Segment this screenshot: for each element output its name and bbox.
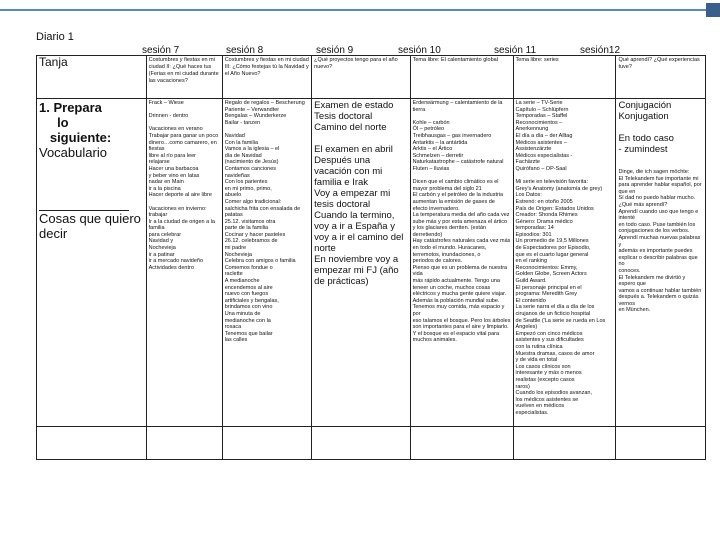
label-line: siguiente: (49, 130, 112, 145)
empty-cell (410, 427, 513, 460)
vocab-label: Vocabulario (39, 145, 107, 160)
header-cell: Qué aprendí? ¿Qué experiencias tuve? (616, 56, 706, 99)
label-line: lo (57, 115, 69, 130)
header-cell: ¿Qué proyectos tengo para el año nuevo? (312, 56, 410, 99)
empty-cell (37, 427, 147, 460)
top-decoration-bar (0, 0, 720, 20)
session-label: sesión12 (580, 45, 621, 56)
empty-cell (146, 427, 222, 460)
top-rule (0, 9, 712, 11)
session11-notes: La serie – TV-Serie Capítulo – Schlüpfern Temporadas – Staffel Reconocimientos – Anerkennung El día a día – der Alltag Médicos asistentes – Assistenzärzte Médicos especialistas - Fachärzte Quirófano – OP-Saal Mi serie en televisión favorita: Grey's Anatomy (anatomía de grey) Los Datos: Estrenó: en otoño 2005 País de Origen: Estados Unidos Creador: Shonda Rhimes Género: Drama médico temporadas: 14 Episodios: 301 Un promedio de 19,5 Millones de Espectadores por Episodio, que es el cuarto lugar general en el ranking Reconocimientos: Emmy, Golden Globe, Screen Actors Guild Award. El personaje principal en el programa: Meredith Grey El contenido La serie narra el día a día de los cirujanos de un ficticio hospital de Seattle ('La serie se rueda en Los Ángeles) Empezó con cinco médicos asistentes y sus dificultades con la rutina clínica Muestra dramas, casos de amor y de vida en total Los casos clínicos son interesante y más o menos realistas (excepto casos raros) Cuando los episodios avanzan, los médicos asistentes se vuelven en médicos especialistas. (513, 99, 616, 427)
session12-notes: Dinge, die ich sagen möchte: El Telekandem fue importante mi para aprender hablar español, por que en Sí dad no puedo hablar mucho. ¿Qué más aprendí? Aprendí cuando uso que tengo e intenté en todo caso. Puse también los conjugaciones de los verbos. Aprendí muchas nuevas palabras y además es importante puedes explicar o describir palabras que no conoces. El Telekandem me divirtió y espero que vamos a continuar hablar también después a. Telekandem o quizás vernos en München. (618, 169, 702, 314)
student-name: Tanja (37, 56, 147, 99)
header-cell: Tema libre: El calentamiento global (410, 56, 513, 99)
label-line: Prepara (53, 100, 102, 115)
row-label-cell (37, 99, 147, 427)
session9-notes: Examen de estado Tesis doctoral Camino del norte El examen en abril Después una vacación con mi familia e Irak Voy a empezar mi tesis doctoral Cuando la termino, voy a ir a España y voy a ir el camino del norte En noviembre voy a empezar mi FJ (año de prácticas) (312, 99, 410, 427)
empty-cell (513, 427, 616, 460)
session-label: sesión 7 (142, 45, 180, 56)
prepare-row (37, 99, 706, 427)
header-cell: Costumbres y fiestas en mi ciudad III: ¿Cómo festejas tú la Navidad y el Año Nuevo? (222, 56, 311, 99)
session-label: sesión 8 (226, 45, 264, 56)
session8-notes: Regalo de regalos – Bescherung Pariente – Verwandter Bengalas – Wunderkerze Bailar - tanzen Navidad Con la familia Vamos a la iglesia – el día de Navidad (nacimiento de Jesús) Contamos canciones navideñas Con los parientes en mi primo, primo, abuelo Comer algo tradicional: salchicha frita con ensalada de patatas 25.12. visitamos otra parte de la familia Cocinar y hacer pasteles 26.12. celebramos de mi padre Nochevieja Celebra con amigos o familia Comemos fondue o raclette A medianoche encendemos al aire nuevo con fuegos artificiales y bengalas, brindamos con vino Una minuta de medianoche con la rosaca Tenemos que bailar las calles (222, 99, 311, 427)
empty-cell (616, 427, 706, 460)
session-label: sesión 10 (398, 45, 441, 56)
session12-cell (616, 99, 706, 427)
things-to-say-label: Cosas que quiero decir (39, 211, 141, 241)
header-row (37, 56, 706, 99)
header-cell: Tema libre: series (513, 56, 616, 99)
session-label: sesión 9 (316, 45, 354, 56)
session12-vocab: Conjugación Konjugation En todo caso - zumindest (618, 100, 674, 155)
empty-cell (312, 427, 410, 460)
diary-table (36, 55, 706, 460)
row-number: 1. (39, 100, 50, 115)
session10-notes: Erderwärmung – calentamiento de la tierra Kohle – carbón Öl – petróleo Treibhausgas – gas invernadero Antarktis – la antártida Arktis – el Ártico Schmelzen – derretir Naturkatastrophe – catástrofe natural Fluten – lluvias Dicen que el cambio climático es el mayor problema del siglo 21 El carbón y el petróleo de la industria aumentan la emisión de gases de efecto invernadero. La temperatura media del año cada vez sube más y por esta amenaza el ártico y los glaciares derriten. (están derretiendo) Hay catástrofes naturales cada vez más en todo el mundo. Huracanes, terremotos, inundaciones, o periodos de calores. Pienso que es un problema de nuestra vida más rápido actualmente. Tengo una teneer un coche, muchos cosas eléctricos y mucha gente quiere viajar. Además la población mundial sube. Tenemos muy comida, más espacio y por eso talamos el bosque. Pero los árboles son importantes para el aire y limpiarlo. Y el bosque es el espacio vital para muchos animales. (410, 99, 513, 427)
row-label (39, 100, 144, 241)
header-cell: Costumbres y fiestas en mi ciudad II: ¿Qué haces tus (Ferias en mi ciudad durante las vacaciones? (146, 56, 222, 99)
corner-tab (706, 3, 720, 17)
empty-row (37, 427, 706, 460)
session-label: sesión 11 (494, 45, 537, 56)
session7-notes: Frack – Wiese Drinnen - dentro Vacaciones en verano Trabajar para ganar un poco dinero…como camarero, en fiestas libre al río para leer relajarse Hacer una barbacoa y beber vino en latas nadar en Main ir a la piscina Hacer deporte al aire libre Vacaciones en invierno: trabajar Ir a la ciudad de origen a la familia para celebrar Navidad y Nochevieja ir a patinar ir a mercado navideño Actividades dentro (146, 99, 222, 427)
empty-cell (222, 427, 311, 460)
page-title: Diario 1 (36, 31, 74, 43)
